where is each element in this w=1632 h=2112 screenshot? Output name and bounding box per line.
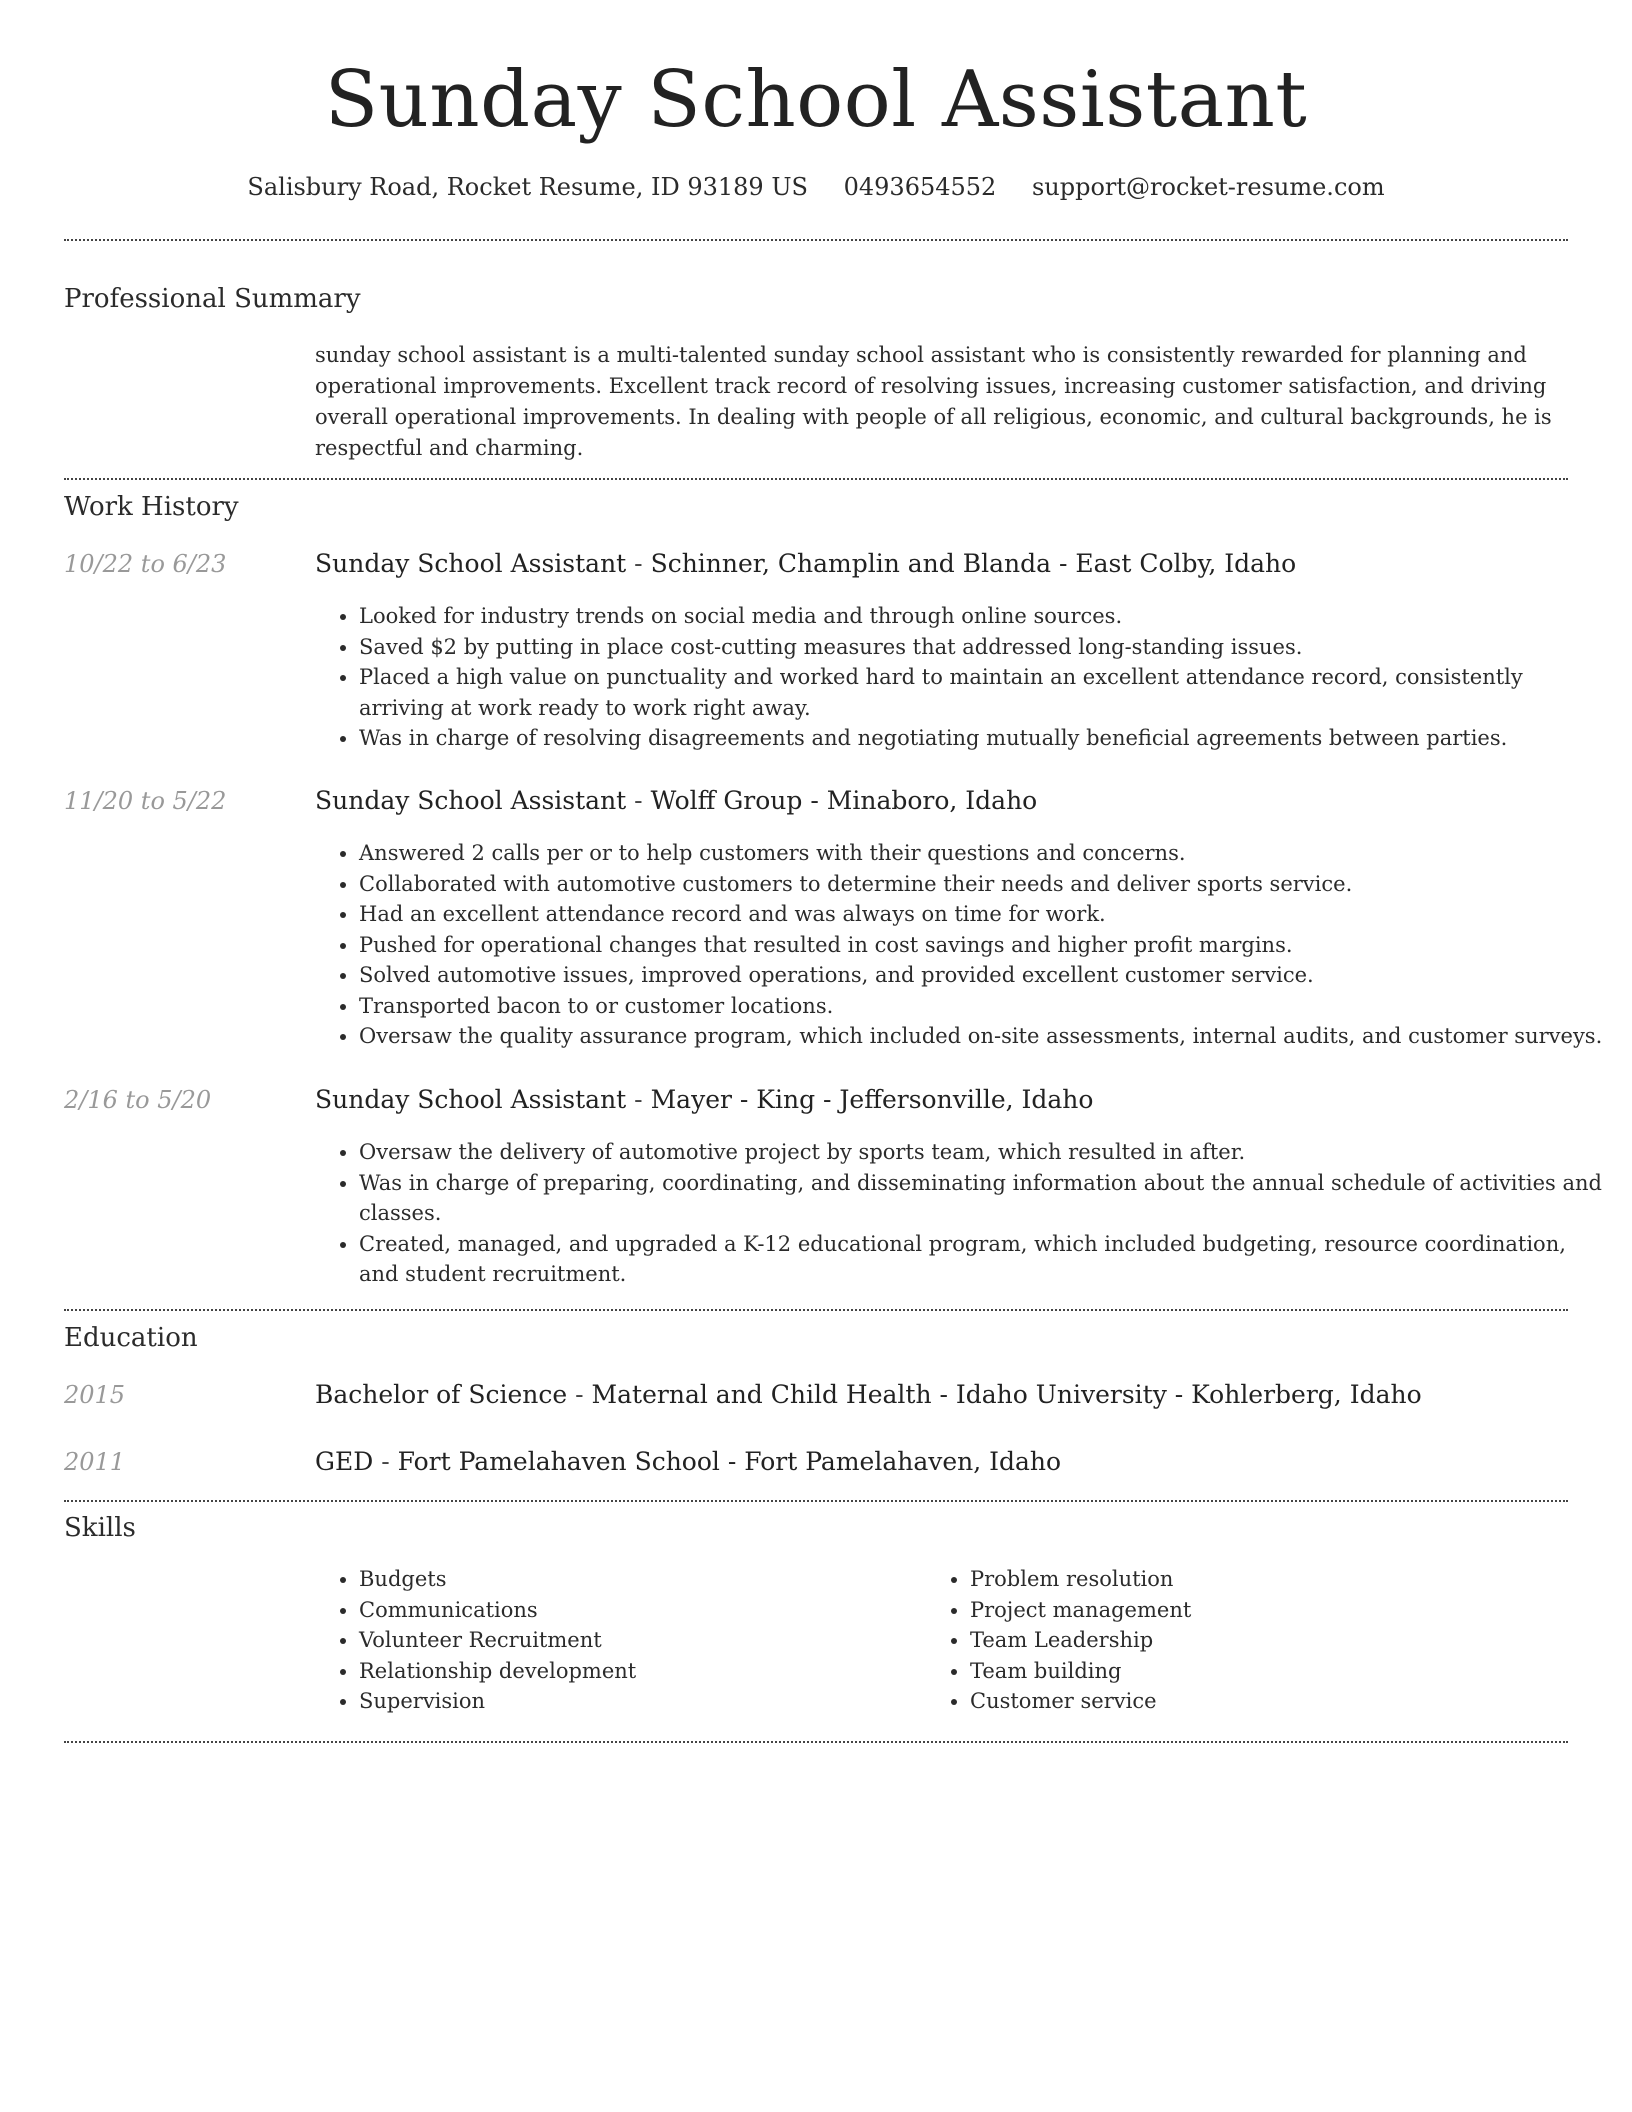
skill-item: • Problem resolution xyxy=(970,1564,1570,1595)
list-item: • Had an excellent attendance record and was always on time for work. xyxy=(359,899,1612,930)
job-heading xyxy=(315,784,1037,818)
education-separator: - xyxy=(381,1447,398,1476)
job-separator: - xyxy=(634,786,651,815)
list-item: • Oversaw the quality assurance program, which included on-site assessments, internal audits, and customer surveys. xyxy=(359,1021,1612,1052)
contact-email: support@rocket-resume.com xyxy=(1031,173,1385,201)
education-year: 2015 xyxy=(64,1381,126,1409)
divider xyxy=(64,478,1568,480)
skill-item: • Project management xyxy=(970,1595,1570,1626)
list-item: • Created, managed, and upgraded a K-12 educational program, which included budgeting, resource coordination, and student recruitment. xyxy=(359,1229,1612,1290)
job-heading xyxy=(315,547,1296,581)
job-dates: 11/20 to 5/22 xyxy=(64,787,227,815)
education-separator: - xyxy=(575,1380,592,1409)
skill-item: • Volunteer Recruitment xyxy=(359,1625,919,1656)
divider xyxy=(64,239,1568,241)
job-bullets xyxy=(315,601,1612,754)
job-bullets xyxy=(315,1137,1612,1290)
education-degree: Bachelor of Science xyxy=(315,1380,568,1409)
education-heading: Education xyxy=(64,1323,198,1353)
list-item: • Solved automotive issues, improved operations, and provided excellent customer service. xyxy=(359,960,1612,991)
contact-address: Salisbury Road, Rocket Resume, ID 93189 US xyxy=(247,173,808,201)
divider xyxy=(64,1309,1568,1311)
divider xyxy=(64,1500,1568,1502)
job-bullets xyxy=(315,838,1612,1052)
list-item: • Placed a high value on punctuality and worked hard to maintain an excellent attendance record, consistently arriving at work ready to work right away. xyxy=(359,662,1612,723)
education-degree: GED xyxy=(315,1447,374,1476)
skill-item: • Supervision xyxy=(359,1686,919,1717)
resume-name: Sunday School Assistant xyxy=(324,55,1308,145)
skills-list-right xyxy=(926,1564,1570,1717)
education-year: 2011 xyxy=(64,1448,126,1476)
list-item: • Collaborated with automotive customers to determine their needs and deliver sports service. xyxy=(359,869,1612,900)
job-details: Schinner, Champlin and Blanda - East Colby, Idaho xyxy=(650,549,1297,578)
skills-list-left xyxy=(315,1564,919,1717)
skill-item: • Customer service xyxy=(970,1686,1570,1717)
job-title: Sunday School Assistant xyxy=(315,549,627,578)
work-history-heading: Work History xyxy=(64,492,239,522)
skill-item: • Team Leadership xyxy=(970,1625,1570,1656)
job-dates: 10/22 to 6/23 xyxy=(64,550,227,578)
skill-item: • Budgets xyxy=(359,1564,919,1595)
list-item: • Was in charge of resolving disagreements and negotiating mutually beneficial agreements between parties. xyxy=(359,723,1612,754)
skill-item: • Communications xyxy=(359,1595,919,1626)
education-entry xyxy=(315,1378,1422,1412)
list-item: • Looked for industry trends on social media and through online sources. xyxy=(359,601,1612,632)
education-details: Maternal and Child Health - Idaho University - Kohlerberg, Idaho xyxy=(591,1380,1422,1409)
job-heading xyxy=(315,1083,1093,1117)
job-dates: 2/16 to 5/20 xyxy=(64,1086,212,1114)
list-item: • Saved $2 by putting in place cost-cutting measures that addressed long-standing issues. xyxy=(359,632,1612,663)
job-details: Wolff Group - Minaboro, Idaho xyxy=(650,786,1038,815)
skill-item: • Relationship development xyxy=(359,1656,919,1687)
job-details: Mayer - King - Jeffersonville, Idaho xyxy=(650,1085,1094,1114)
contact-phone: 0493654552 xyxy=(843,173,997,201)
contact-line xyxy=(0,170,1632,204)
education-details: Fort Pamelahaven School - Fort Pamelahaven, Idaho xyxy=(397,1447,1062,1476)
list-item: • Oversaw the delivery of automotive project by sports team, which resulted in after. xyxy=(359,1137,1612,1168)
summary-text: sunday school assistant is a multi-talented sunday school assistant who is consistently rewarded for planning and operational improvements. Excellent track record of resolving issues, increasing customer satisfaction, and driving overall operational improvements. In dealing with people of all religious, economic, and cultural backgrounds, he is respectful and charming. xyxy=(315,343,1552,460)
skill-item: • Team building xyxy=(970,1656,1570,1687)
list-item: • Pushed for operational changes that resulted in cost savings and higher profit margins. xyxy=(359,930,1612,961)
job-title: Sunday School Assistant xyxy=(315,1085,627,1114)
list-item: • Was in charge of preparing, coordinating, and disseminating information about the annual schedule of activities and classes. xyxy=(359,1168,1612,1229)
education-entry xyxy=(315,1445,1061,1479)
summary-heading: Professional Summary xyxy=(64,284,361,314)
job-separator: - xyxy=(634,1085,651,1114)
list-item: • Transported bacon to or customer locations. xyxy=(359,991,1612,1022)
skills-heading: Skills xyxy=(64,1513,136,1543)
job-separator: - xyxy=(634,549,651,578)
job-title: Sunday School Assistant xyxy=(315,786,627,815)
list-item: • Answered 2 calls per or to help customers with their questions and concerns. xyxy=(359,838,1612,869)
divider xyxy=(64,1741,1568,1743)
